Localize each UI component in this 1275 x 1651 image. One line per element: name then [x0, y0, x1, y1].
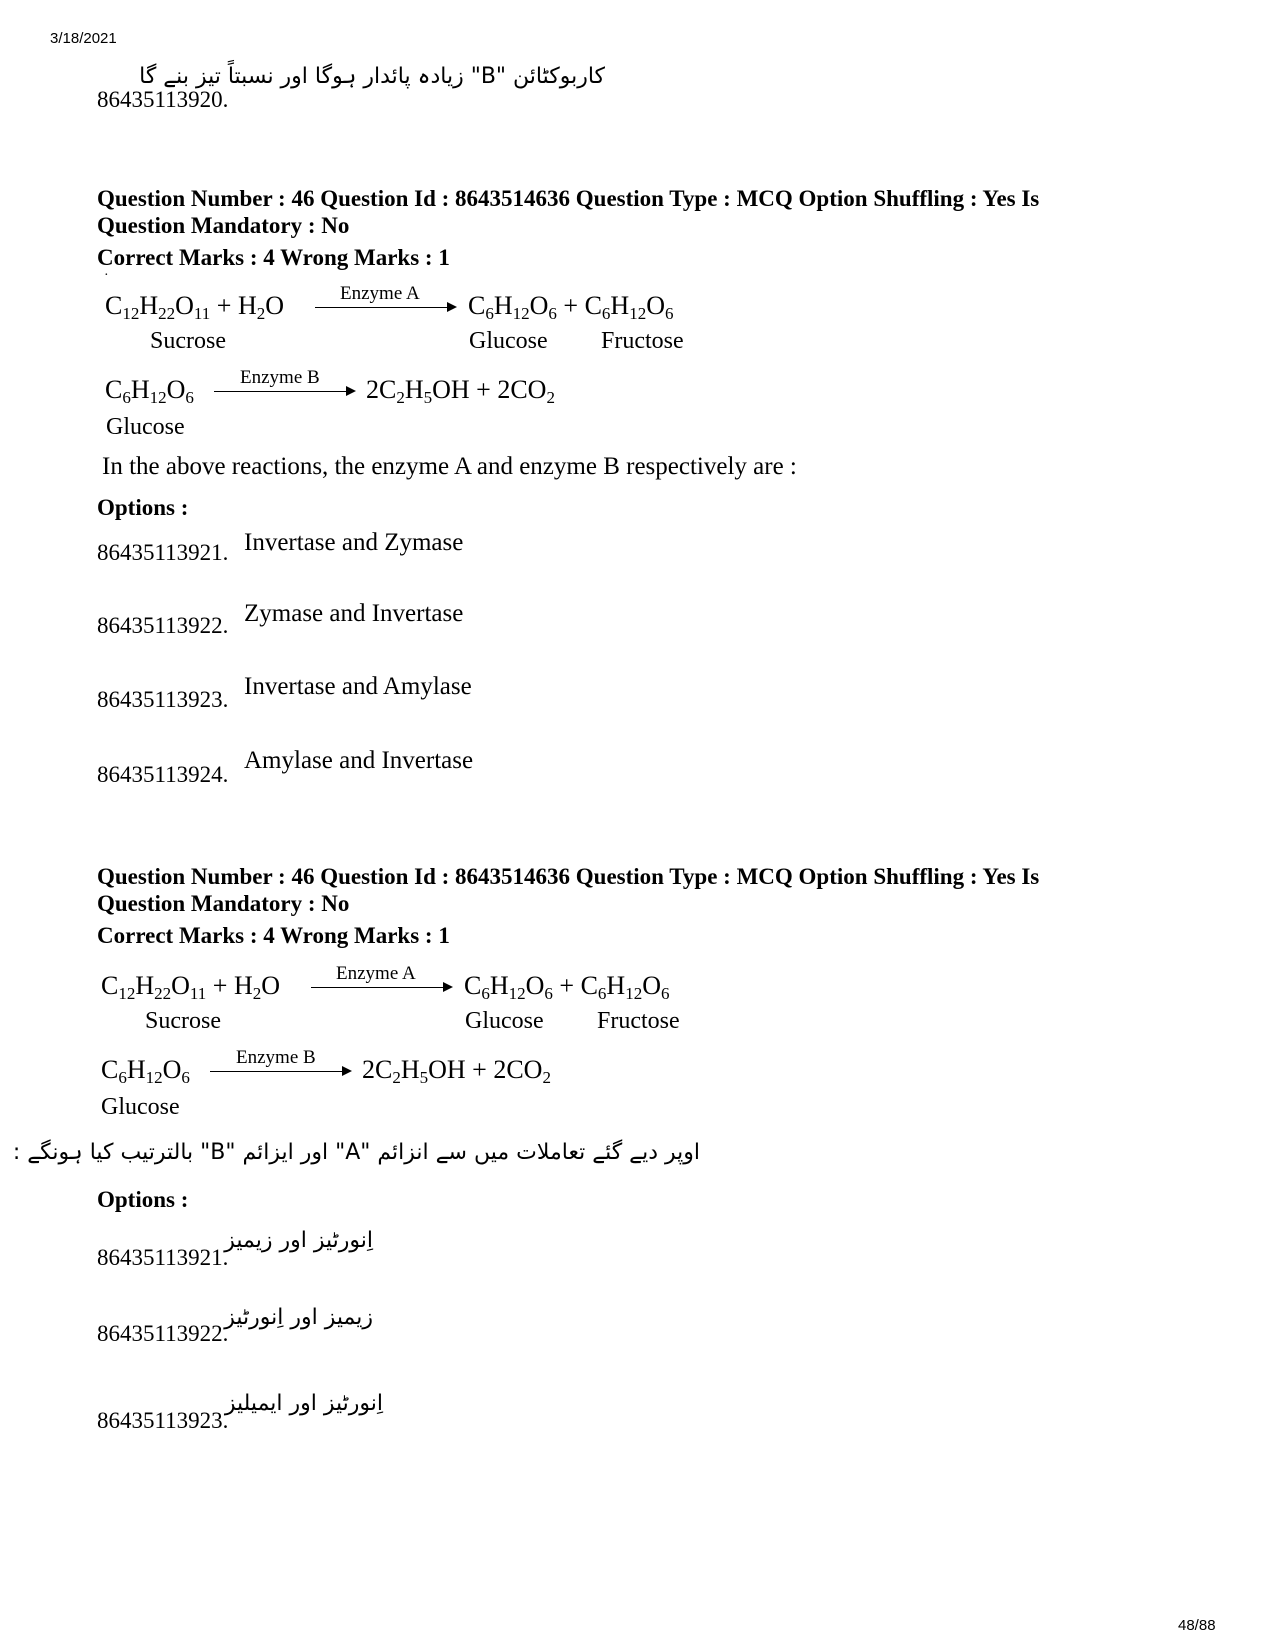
question-meta-line2: Question Mandatory : No: [97, 891, 350, 916]
label-glucose: Glucose: [465, 1008, 544, 1034]
option-id: 86435113920.: [97, 87, 229, 112]
product-ethanol-co2: $2C_2H_5OH + 2CO_2$: [366, 375, 555, 407]
option-id: 86435113922.: [97, 613, 229, 638]
label-fructose: Fructose: [601, 328, 684, 354]
option-text: Invertase and Amylase: [244, 673, 472, 700]
enzyme-a-label: Enzyme A: [336, 963, 416, 984]
reaction-arrow: [315, 307, 455, 308]
reactant-glucose: $C_6H_{12}O_6$: [101, 1055, 190, 1087]
question-meta-line1: Question Number : 46 Question Id : 8643514636 Question Type : MCQ Option Shuffling : Yes Is: [97, 186, 1040, 211]
options-label: Options :: [97, 495, 189, 520]
enzyme-b-label: Enzyme B: [236, 1047, 316, 1068]
option-text: کاربوکٹائن "B" زیادہ پائدار ہوگا اور نسبتاً تیز بنے گا: [139, 64, 605, 89]
label-sucrose: Sucrose: [150, 328, 226, 354]
product-ethanol-co2: $2C_2H_5OH + 2CO_2$: [362, 1055, 551, 1087]
label-glucose: Glucose: [106, 414, 185, 440]
option-text: زیمیز اور اِنورٹیز: [224, 1305, 373, 1330]
enzyme-a-label: Enzyme A: [340, 283, 420, 304]
question-meta-line2: Question Mandatory : No: [97, 213, 350, 238]
reaction-arrow: [214, 391, 354, 392]
option-text: اِنورٹیز اور ایمیلیز: [224, 1391, 383, 1416]
enzyme-b-label: Enzyme B: [240, 367, 320, 388]
option-id: 86435113924.: [97, 762, 229, 787]
option-text: Zymase and Invertase: [244, 600, 464, 627]
question-stem: In the above reactions, the enzyme A and enzyme B respectively are :: [102, 453, 797, 480]
label-fructose: Fructose: [597, 1008, 680, 1034]
product-glucose-fructose: $C_6H_{12}O_6 + C_6H_{12}O_6$: [468, 291, 674, 323]
option-text: Amylase and Invertase: [244, 747, 474, 774]
question-marks: Correct Marks : 4 Wrong Marks : 1: [97, 245, 450, 270]
reactant-glucose: $C_6H_{12}O_6$: [105, 375, 194, 407]
option-id: 86435113921.: [97, 540, 229, 565]
reactant-sucrose-water: $C_{12}H_{22}O_{11} + H_2O$: [101, 971, 281, 1003]
stray-dot: ·: [104, 268, 109, 283]
option-id: 86435113922.: [97, 1321, 229, 1346]
option-text: اِنورٹیز اور زیمیز: [224, 1228, 373, 1253]
product-glucose-fructose: $C_6H_{12}O_6 + C_6H_{12}O_6$: [464, 971, 670, 1003]
reactant-sucrose-water: $C_{12}H_{22}O_{11} + H_2O$: [105, 291, 285, 323]
question-marks: Correct Marks : 4 Wrong Marks : 1: [97, 923, 450, 948]
reaction-arrow: [311, 987, 451, 988]
label-glucose: Glucose: [469, 328, 548, 354]
label-glucose: Glucose: [101, 1094, 180, 1120]
option-id: 86435113923.: [97, 1408, 229, 1433]
reaction-arrow: [210, 1071, 350, 1072]
option-text: Invertase and Zymase: [244, 529, 464, 556]
option-id: 86435113921.: [97, 1245, 229, 1270]
option-id: 86435113923.: [97, 687, 229, 712]
question-stem: اوپر دیے گئے تعاملات میں سے انزائم "A" اور ایزائم "B" بالترتیب کیا ہونگے :: [12, 1140, 700, 1165]
page-number: 48/88: [1178, 1617, 1216, 1634]
label-sucrose: Sucrose: [145, 1008, 221, 1034]
print-date: 3/18/2021: [50, 30, 117, 47]
options-label: Options :: [97, 1187, 189, 1212]
question-meta-line1: Question Number : 46 Question Id : 8643514636 Question Type : MCQ Option Shuffling : Yes Is: [97, 864, 1040, 889]
